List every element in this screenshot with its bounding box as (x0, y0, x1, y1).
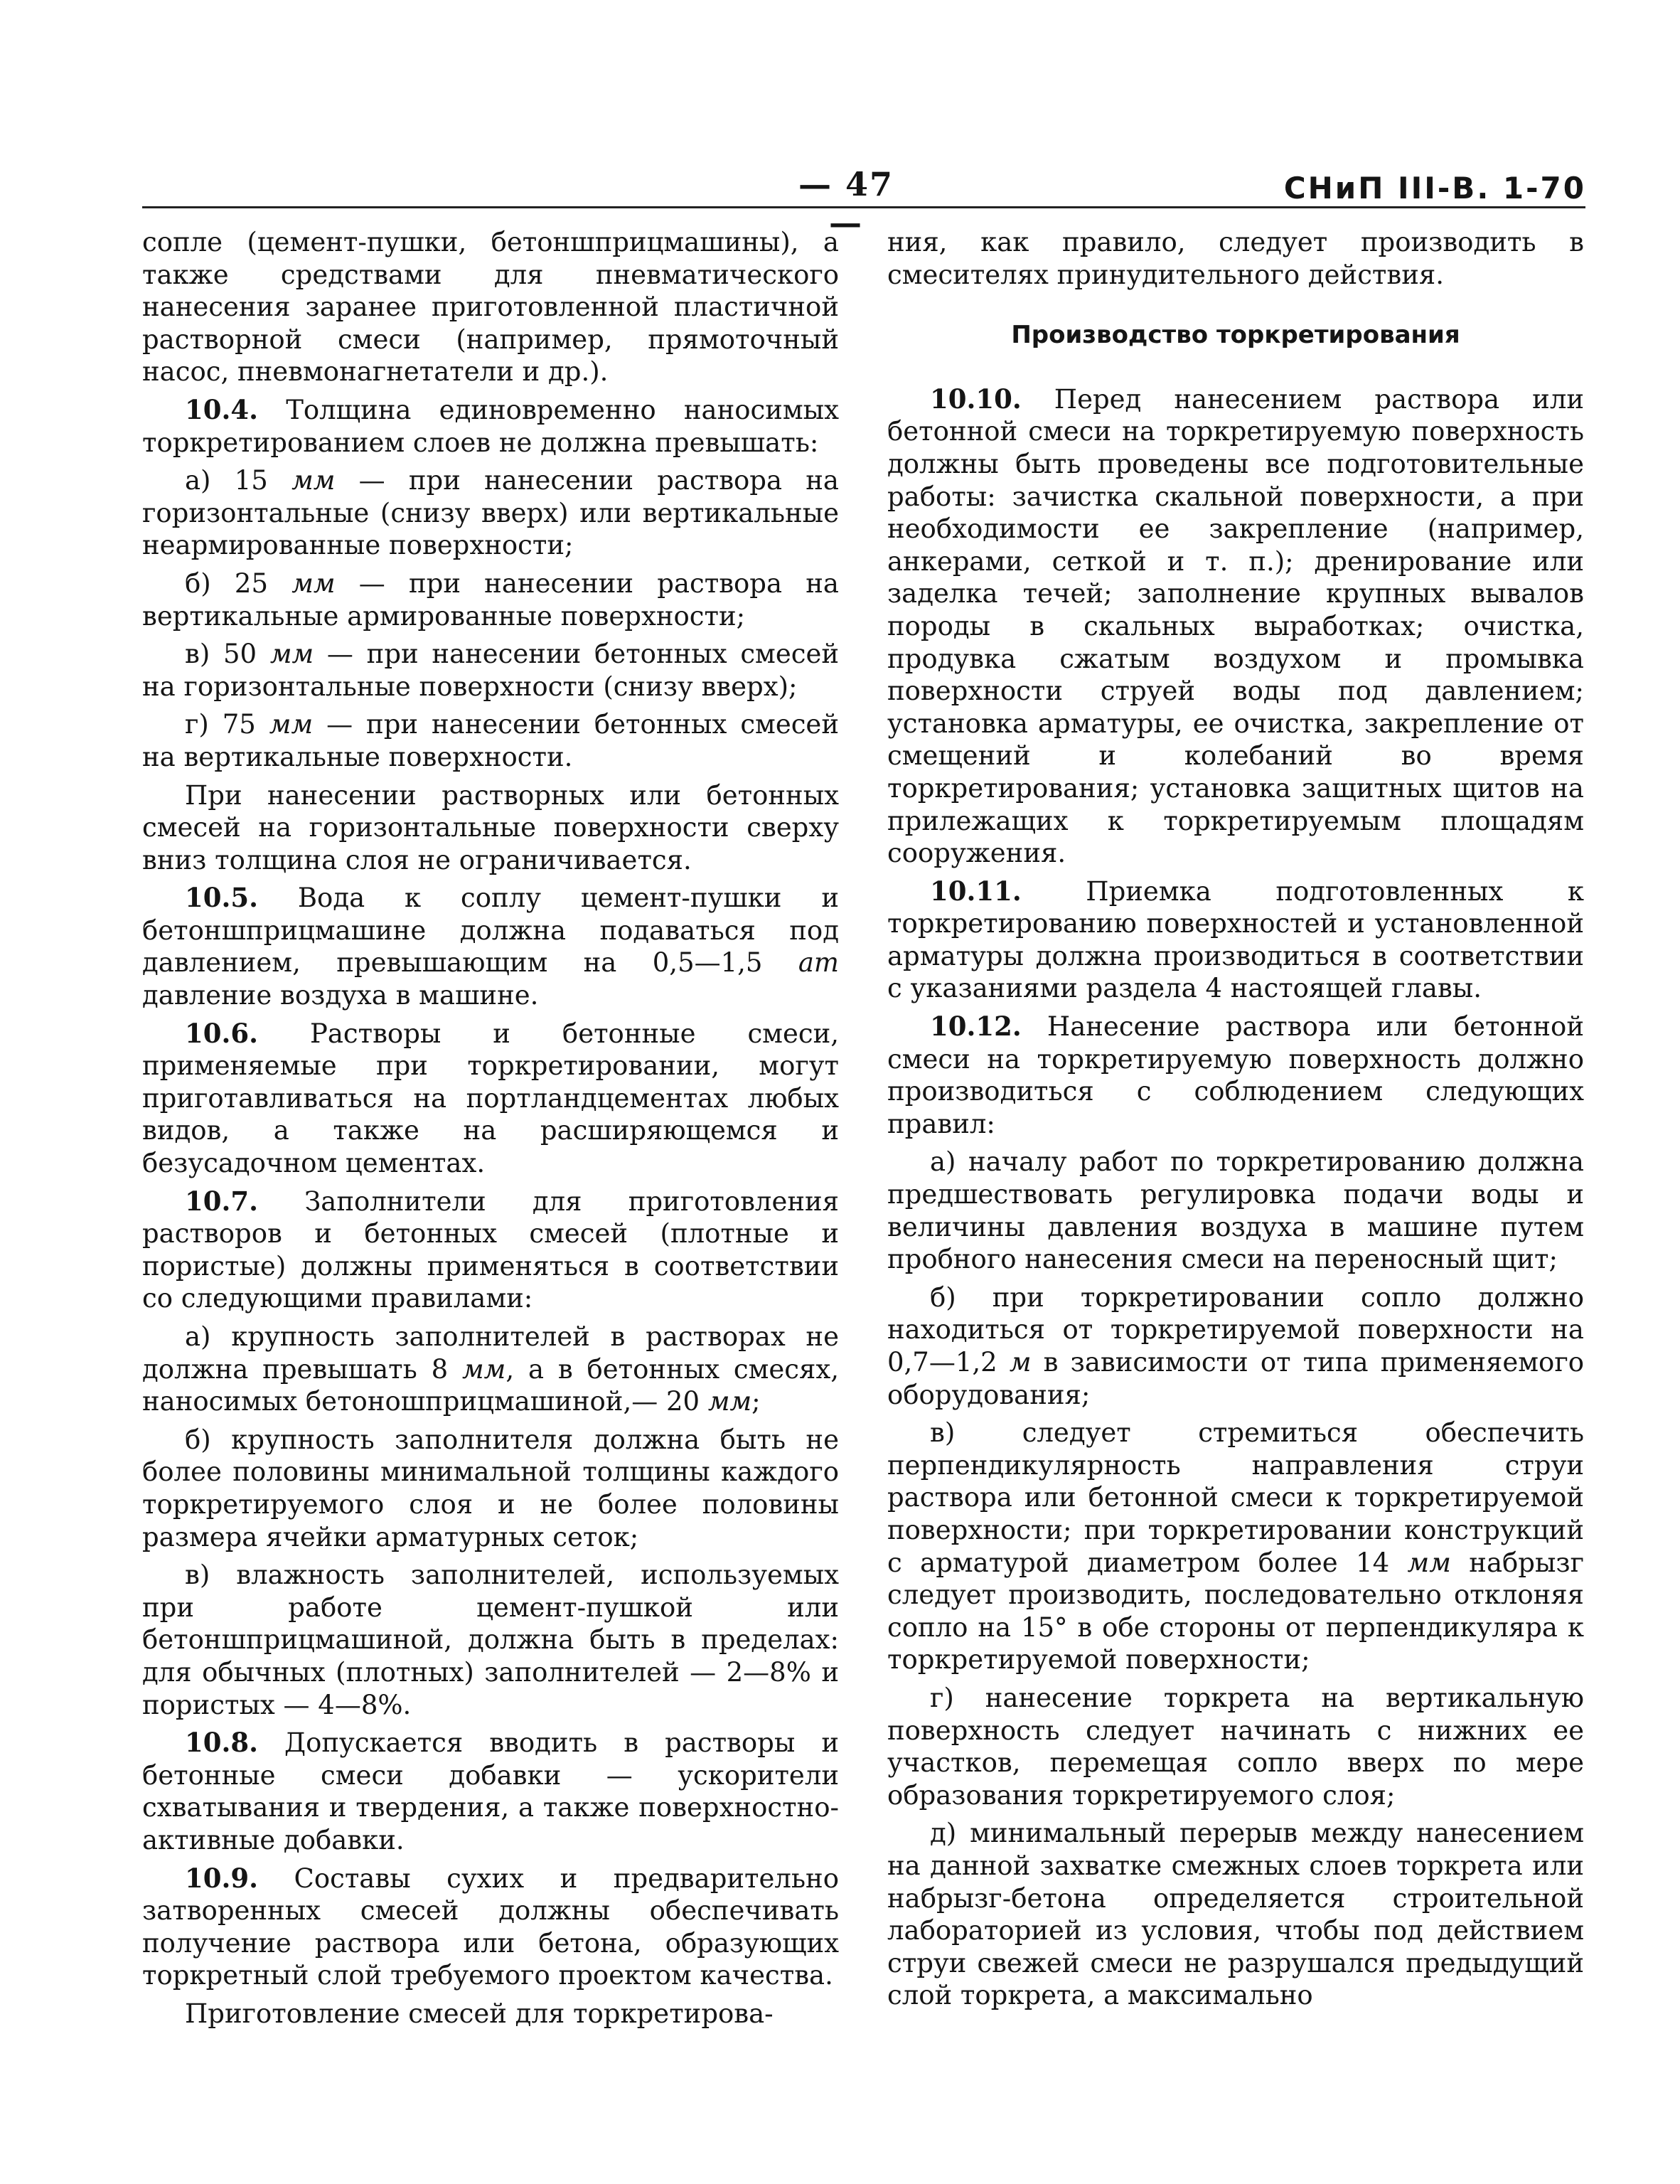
left-column (142, 226, 839, 2035)
unit-m: м (1009, 1347, 1032, 1378)
item-text: а) 15 (185, 465, 292, 496)
clause-number: 10.9. (185, 1862, 258, 1894)
clause-text: Растворы и бетонные смеси, применяемые при торкретировании, могут приготавливаться на портландцементах любых видов, а также на расширяющемся и безусадочном цементах. (142, 1018, 839, 1179)
list-item-a (142, 1321, 839, 1418)
list-item-g (142, 708, 839, 773)
unit-mm: мм (1407, 1547, 1451, 1578)
item-text: — при нанесении бетонных смесей на горизонтальные поверхности (снизу вверх); (142, 639, 839, 702)
header-rule (142, 206, 1585, 208)
paragraph-continuation: ния, как правило, следует производить в смесителях принудительного действия. (887, 227, 1584, 290)
clause-number: 10.10. (930, 383, 1022, 415)
clause-10-10 (887, 383, 1584, 870)
clause-10-12 (887, 1011, 1584, 1140)
list-item-a (142, 464, 839, 562)
unit-mm: мм (269, 639, 314, 670)
item-text: — при нанесении раствора на вертикальные армированные поверхности; (142, 568, 839, 632)
paragraph-horizontal: При нанесении растворных или бетонных смесей на горизонтальные поверхности сверху вниз толщина слоя не ограничивается. (142, 779, 839, 875)
clause-text: Вода к соплу цемент-пушки и бетоншприцмашине должна подаваться под давлением, превышающим на 0,5—1,5 (142, 883, 839, 979)
item-text: ; (751, 1386, 761, 1417)
clause-number: 10.7. (185, 1185, 258, 1217)
clause-text: Допускается вводить в растворы и бетонные смеси добавки — ускорители схватывания и твердения, а также поверхностно-активные добавки. (142, 1727, 839, 1855)
list-item-b (887, 1282, 1584, 1411)
clause-text: Приемка подготовленных к торкретированию поверхностей и установленной арматуры должна производиться в соответствии с указаниями раздела 4 настоящей главы. (887, 875, 1584, 1004)
document-code: СНиП III-В. 1-70 (1283, 171, 1586, 206)
item-text: , а в бетонных смесях, наносимых бетоношприцмашиной,— 20 (142, 1353, 839, 1417)
list-item-v (887, 1417, 1584, 1676)
page-number: — 47 — (798, 165, 894, 242)
paragraph-preparation: Приготовление смесей для торкретирова- (185, 1998, 774, 2029)
clause-text: давление воздуха в машине. (142, 980, 539, 1011)
unit-mm: мм (291, 465, 336, 496)
list-item-v: в) влажность заполнителей, используемых при работе цемент-пушкой или бетоншприцмашиной, должна быть в пределах: для обычных (плотных) заполнителей — 2—8% и пористых — 4—8%. (142, 1560, 839, 1720)
list-item-v (142, 638, 839, 703)
clause-text: Составы сухих и предварительно затворенных смесей должны обеспечивать получение раствора или бетона, образующих торкретный слой требуемого проектом качества. (142, 1863, 839, 1991)
clause-text: Перед нанесением раствора или бетонной смеси на торкретируемую поверхность должны быть проведены все подготовительные работы: зачистка скальной поверхности, а при необходимости ее закрепление (например, анкерами, сеткой и т. п.); дренирование или заделка течей; заполнение крупных вывалов породы в скальных выработках; очистка, продувка сжатым воздухом и промывка поверхности струей воды под давлением; установка арматуры, ее очистка, закрепление от смещений и колебаний во время торкретирования; установка защитных щитов на прилежащих к торкретируемым площадям сооружения. (887, 383, 1584, 869)
unit-mm: мм (269, 709, 314, 740)
item-text: г) 75 (185, 709, 269, 740)
clause-10-7 (142, 1186, 839, 1315)
clause-number: 10.5. (185, 882, 258, 914)
clause-10-4 (142, 394, 839, 459)
item-text: — при нанесении бетонных смесей на вертикальные поверхности. (142, 709, 839, 772)
unit-mm: мм (461, 1353, 506, 1385)
item-text: — при нанесении раствора на горизонтальные (снизу вверх) или вертикальные неармированные поверхности; (142, 465, 839, 561)
paragraph-continuation: сопле (цемент-пушки, бетоншприцмашины), а также средствами для пневматического нанесения заранее приготовленной пластичной растворной смеси (например, прямоточный насос, пневмонагнетатели и др.). (142, 227, 839, 388)
list-item-d: д) минимальный перерыв между нанесением на данной захватке смежных слоев торкрета или набрызг-бетона определяется строительной лабораторией из условия, чтобы под действием струи свежей смеси не разрушался предыдущий слой торкрета, а максимально (887, 1818, 1584, 2011)
section-title: Производство торкретирования (1011, 321, 1460, 350)
item-text: набрызг следует производить, последовательно отклоняя сопло на 15° в обе стороны от перпендикуляра к торкретируемой поверхности; (887, 1547, 1584, 1676)
unit-at: ат (798, 947, 839, 979)
list-item-b: б) крупность заполнителя должна быть не более половины минимальной толщины каждого торкретируемого слоя и не более половины размера ячейки арматурных сеток; (142, 1424, 839, 1552)
clause-10-11 (887, 875, 1584, 1005)
clause-number: 10.6. (185, 1017, 258, 1049)
right-column (887, 226, 1584, 2018)
item-text: в) 50 (185, 639, 270, 670)
item-text: в) следует стремиться обеспечить перпендикулярность направления струи раствора или бетонной смеси к торкретируемой поверхности; при торкретировании конструкций с арматурой диаметром более 14 (887, 1417, 1584, 1578)
item-text: б) при торкретировании сопло должно находиться от торкретируемой поверхности на 0,7—1,2 (887, 1282, 1584, 1378)
clause-text: Заполнители для приготовления растворов и бетонных смесей (плотные и пористые) должны применяться в соответствии со следующими правилами: (142, 1186, 839, 1314)
item-text: в зависимости от типа применяемого оборудования; (887, 1347, 1584, 1410)
list-item-g: г) нанесение торкрета на вертикальную поверхность следует начинать с нижних ее участков, перемещая сопло вверх по мере образования торкретируемого слоя; (887, 1682, 1584, 1811)
clause-10-6 (142, 1018, 839, 1180)
clause-text: Нанесение раствора или бетонной смеси на торкретируемую поверхность должно производиться с соблюдением следующих правил: (887, 1011, 1584, 1139)
clause-number: 10.4. (185, 393, 258, 425)
list-item-b (142, 568, 839, 632)
clause-number: 10.11. (930, 875, 1022, 907)
clause-10-8 (142, 1727, 839, 1856)
clause-10-9 (142, 1863, 839, 1992)
item-text: б) 25 (185, 568, 292, 599)
clause-number: 10.8. (185, 1727, 258, 1759)
item-text: а) крупность заполнителей в растворах не должна превышать 8 (142, 1321, 839, 1385)
clause-10-5 (142, 882, 839, 1011)
clause-text: Толщина единовременно наносимых торкретированием слоев не должна превышать: (142, 394, 839, 458)
clause-number: 10.12. (930, 1011, 1022, 1043)
unit-mm: мм (707, 1386, 752, 1417)
unit-mm: мм (291, 568, 336, 599)
list-item-a: а) началу работ по торкретированию должна предшествовать регулировка подачи воды и величины давления воздуха в машине путем пробного нанесения смеси на переносный щит; (887, 1146, 1584, 1275)
